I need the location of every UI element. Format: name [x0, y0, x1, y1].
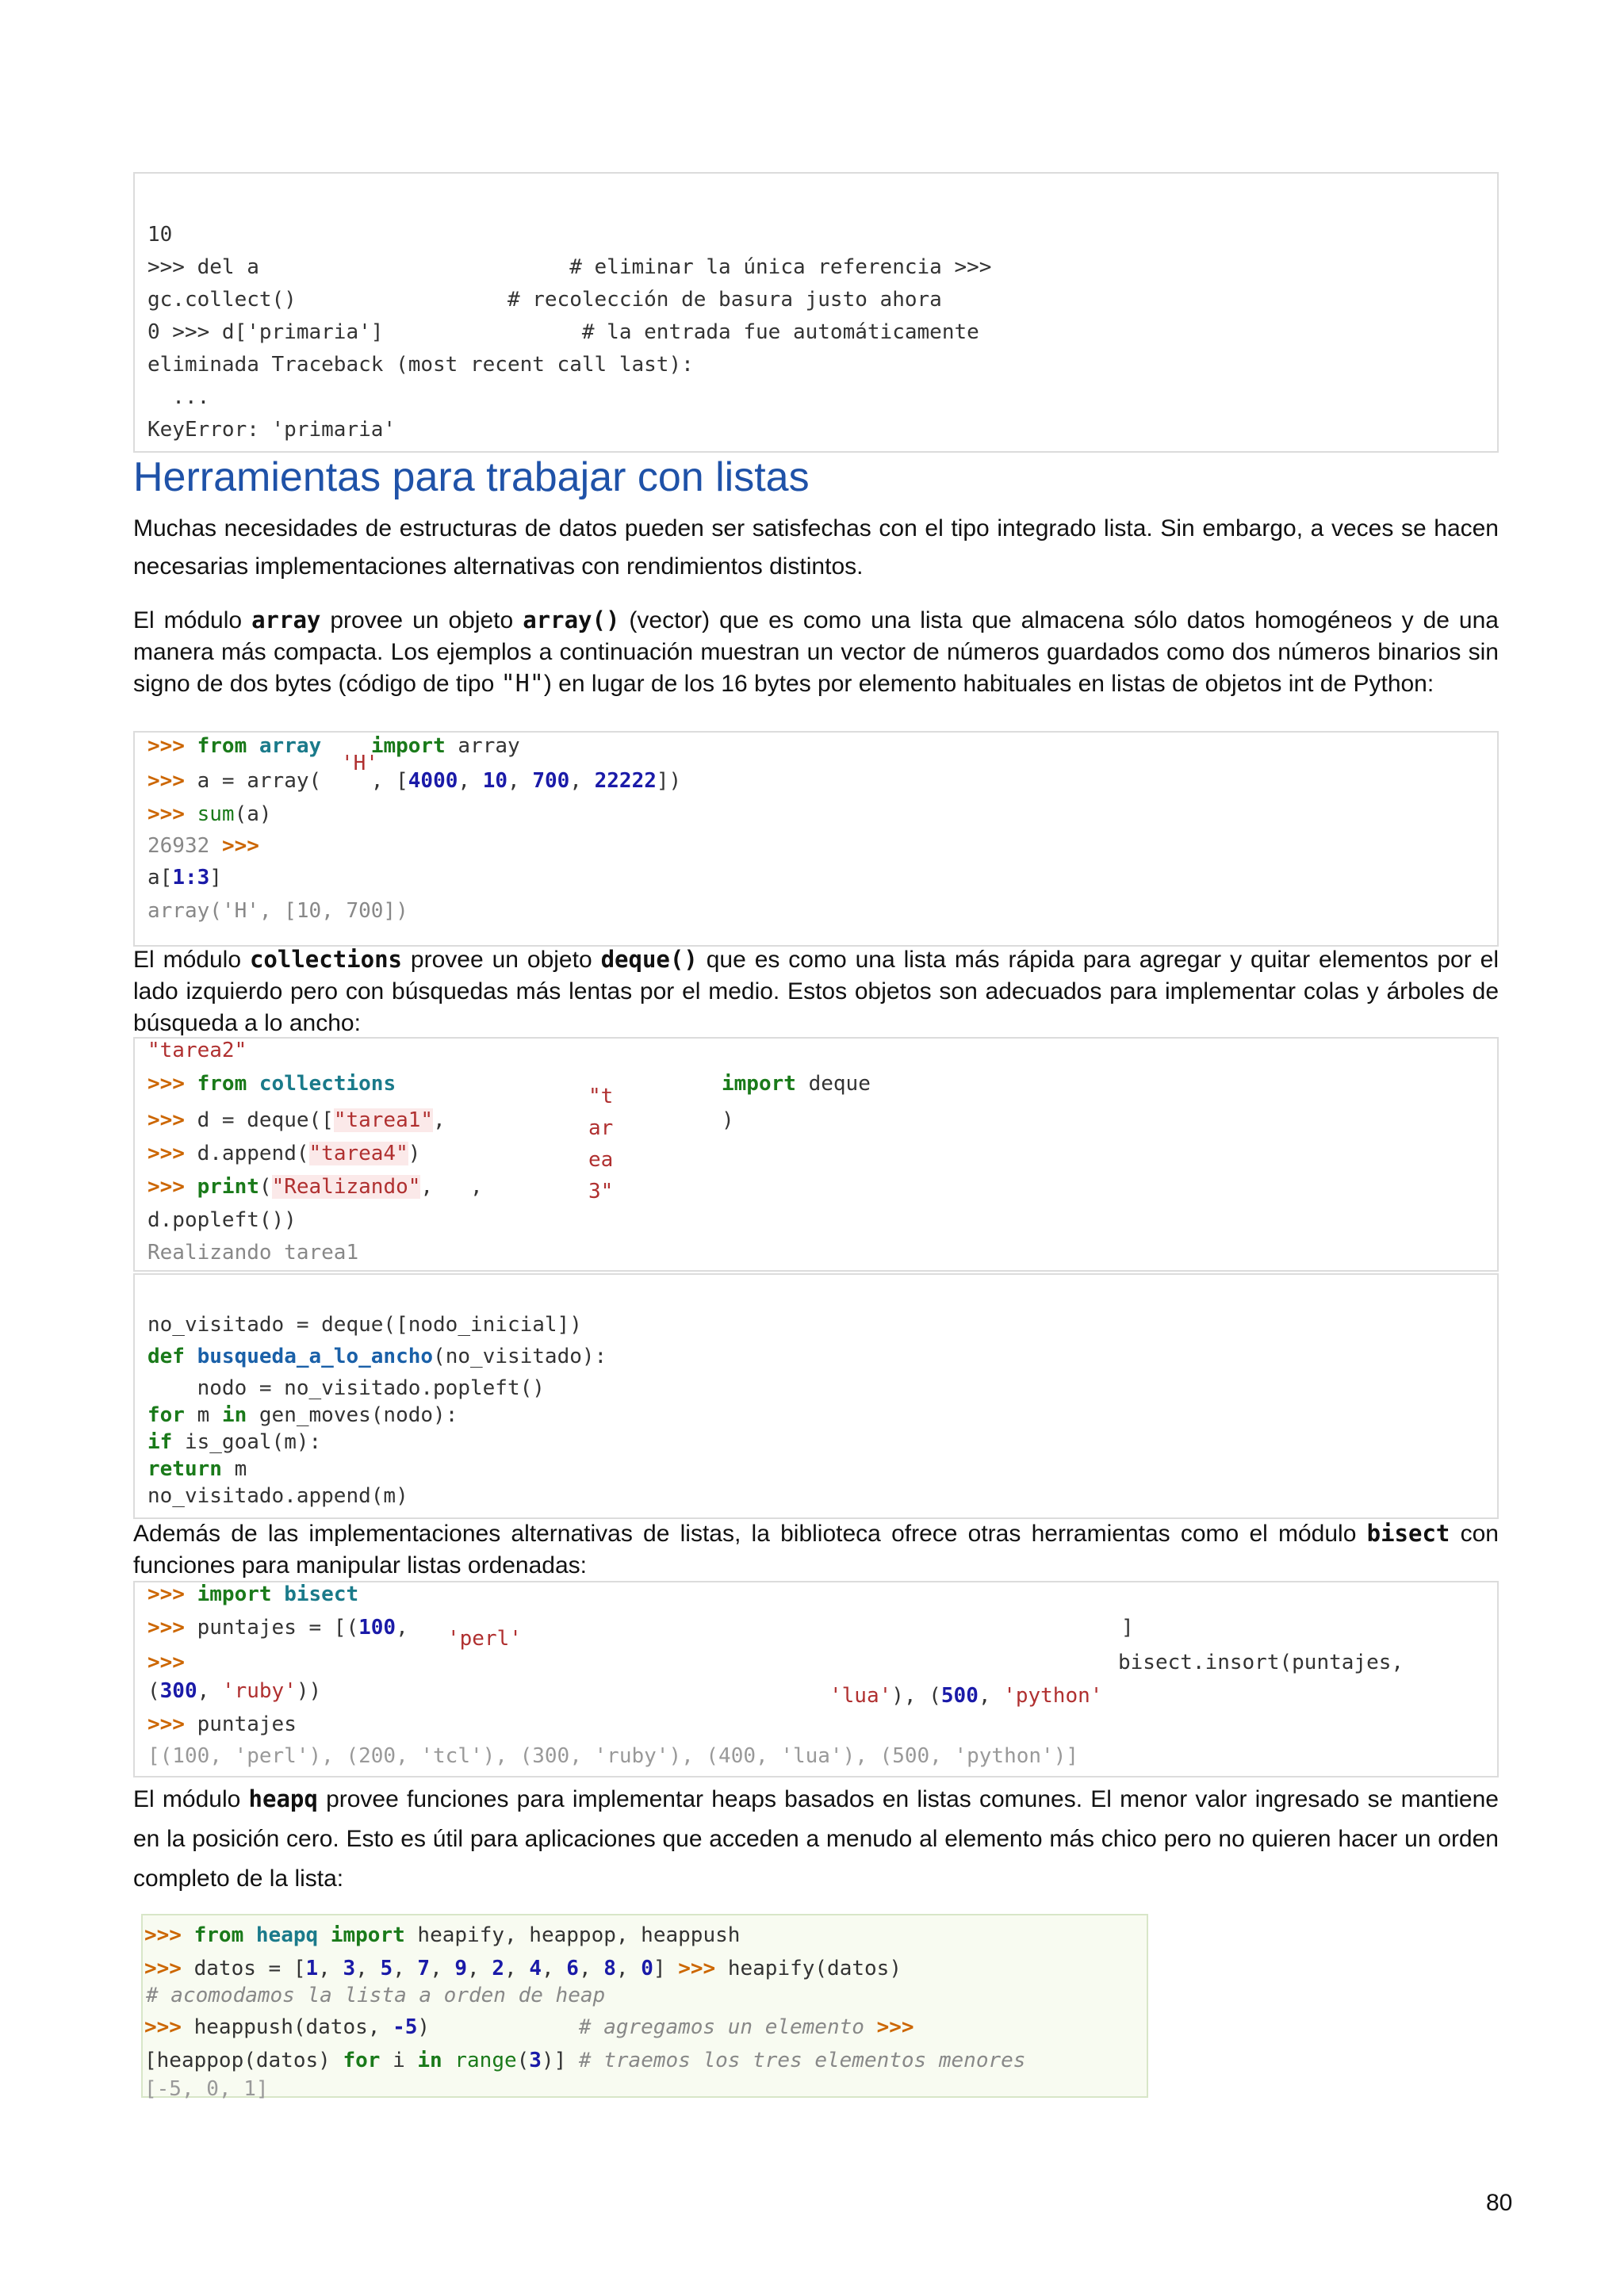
code-output: Realizando tarea1: [147, 1241, 359, 1265]
text: que es como una lista más rápida para agregar y quitar elementos por el lado izquierdo pero con búsquedas más lentas por el medio. Estos objetos son adecuados para implementar colas y árboles de búsqueda a lo ancho:: [133, 947, 1499, 1036]
code-line: ...: [147, 385, 210, 409]
code-line: 'lua'), (500, 'python': [829, 1684, 1103, 1708]
code-line: >>>: [147, 1651, 185, 1674]
code-line: 0 >>> d['primaria'] # la entrada fue automáticamente: [147, 320, 979, 344]
text: provee un objeto: [320, 607, 523, 633]
code-line: >>> import bisect: [147, 1582, 359, 1606]
code-block-array: [133, 731, 1499, 947]
text: ) en lugar de los 16 bytes por elemento habituales en listas de objetos int de Python:: [543, 671, 1434, 697]
code-line: >>> a = array( , [4000, 10, 700, 22222]): [147, 769, 682, 793]
code-line: def busqueda_a_lo_ancho(no_visitado):: [147, 1345, 607, 1368]
code-line: >>> from collections: [147, 1072, 396, 1096]
inline-code: collections: [249, 946, 402, 973]
code-line: >>> from array import array: [147, 734, 520, 758]
code-line: 26932 >>>: [147, 834, 259, 858]
code-block-bfs: [133, 1273, 1499, 1519]
code-line: 'H': [341, 752, 378, 775]
text: con funciones para manipular listas ordenadas:: [133, 1521, 1499, 1578]
code-line: >>> sum(a): [147, 802, 272, 826]
code-line: no_visitado.append(m): [147, 1484, 408, 1508]
code-line: >>> puntajes = [(100,: [147, 1616, 408, 1640]
inline-code: "H": [500, 670, 544, 698]
code-line: >>> d = deque(["tarea1",: [147, 1108, 446, 1132]
paragraph-intro: Muchas necesidades de estructuras de datos pueden ser satisfechas con el tipo integrado lista. Sin embargo, a veces se hacen necesarias implementaciones alternativas con rendimientos distintos.: [133, 515, 1499, 580]
code-line: ea: [588, 1148, 614, 1172]
paragraph-collections: [133, 943, 1499, 1039]
code-block-heapq: [141, 1914, 1148, 2101]
code-line: "tarea2": [147, 1039, 247, 1062]
code-line: "t: [588, 1085, 614, 1108]
code-line: if is_goal(m):: [147, 1430, 322, 1454]
code-line: 'perl': [447, 1627, 522, 1651]
code-line: >>> print("Realizando", ,: [147, 1175, 483, 1199]
text: El módulo: [133, 607, 252, 633]
paragraph-array: [133, 604, 1499, 700]
inline-code: array: [251, 607, 321, 633]
inline-code: array(): [523, 607, 620, 633]
text: El módulo: [133, 947, 250, 973]
code-comment: # acomodamos la lista a orden de heap: [146, 1984, 606, 2007]
inline-code: bisect: [1366, 1520, 1450, 1547]
code-line: KeyError: 'primaria': [147, 418, 396, 442]
text: provee un objeto: [402, 947, 601, 973]
code-line: no_visitado = deque([nodo_inicial]): [147, 1313, 582, 1337]
text: El módulo: [133, 1786, 249, 1812]
code-line: [heappop(datos) for i in range(3)] # traemos los tres elementos menores: [144, 2049, 1026, 2072]
code-line: 3": [588, 1180, 614, 1203]
code-line: ): [722, 1108, 734, 1132]
code-line: ]: [1121, 1616, 1134, 1640]
code-line: return m: [147, 1457, 247, 1481]
text: provee funciones para implementar heaps basados en listas comunes. El menor valor ingresado se mantiene en la posición cero. Esto es útil para aplicaciones que acceden a menudo al elemento más chico pero no quieren hacer un orden completo de la lista:: [133, 1786, 1499, 1892]
code-line: >>> d.append("tarea4"): [147, 1142, 421, 1165]
code-output: [-5, 0, 1]: [144, 2077, 269, 2101]
code-block-bisect: [133, 1581, 1499, 1777]
code-output: array('H', [10, 700]): [147, 899, 408, 923]
code-line: gc.collect() # recolección de basura justo ahora: [147, 288, 942, 312]
code-line: import deque: [722, 1072, 871, 1096]
code-block-deque: [133, 1037, 1499, 1272]
code-line: eliminada Traceback (most recent call last):: [147, 353, 694, 377]
code-line: >>> datos = [1, 3, 5, 7, 9, 2, 4, 6, 8, 0] >>> heapify(datos): [144, 1957, 902, 1980]
code-block-gc: [133, 172, 1499, 453]
inline-code: deque(): [600, 946, 698, 973]
code-line: for m in gen_moves(nodo):: [147, 1403, 458, 1427]
text: (vector) que es como una lista que almacena sólo datos homogéneos y de una manera más compacta. Los ejemplos a continuación muestran un vector de números guardados como dos números binarios sin signo de dos bytes (código de tipo: [133, 607, 1499, 697]
code-line: bisect.insort(puntajes,: [1118, 1651, 1404, 1674]
code-line: 10: [147, 223, 173, 247]
code-line: >>> puntajes: [147, 1712, 297, 1736]
paragraph-heapq: [133, 1779, 1499, 1899]
paragraph-bisect: [133, 1517, 1499, 1582]
code-line: >>> del a # eliminar la única referencia >>>: [147, 255, 992, 279]
section-heading: Herramientas para trabajar con listas: [133, 454, 810, 500]
page-number: 80: [1486, 2190, 1513, 2216]
code-line: >>> from heapq import heapify, heappop, heappush: [144, 1923, 741, 1947]
code-output: [(100, 'perl'), (200, 'tcl'), (300, 'ruby'), (400, 'lua'), (500, 'python')]: [147, 1744, 1078, 1768]
code-line: >>> heappush(datos, -5) # agregamos un elemento >>>: [144, 2015, 914, 2039]
code-line: a[1:3]: [147, 866, 222, 890]
code-line: ar: [588, 1116, 614, 1140]
code-line: (300, 'ruby')): [147, 1679, 322, 1703]
code-line: nodo = no_visitado.popleft(): [147, 1376, 545, 1400]
code-line: d.popleft()): [147, 1208, 297, 1232]
text: Además de las implementaciones alternativas de listas, la biblioteca ofrece otras herramientas como el módulo: [133, 1521, 1367, 1547]
inline-code: heapq: [248, 1785, 318, 1812]
